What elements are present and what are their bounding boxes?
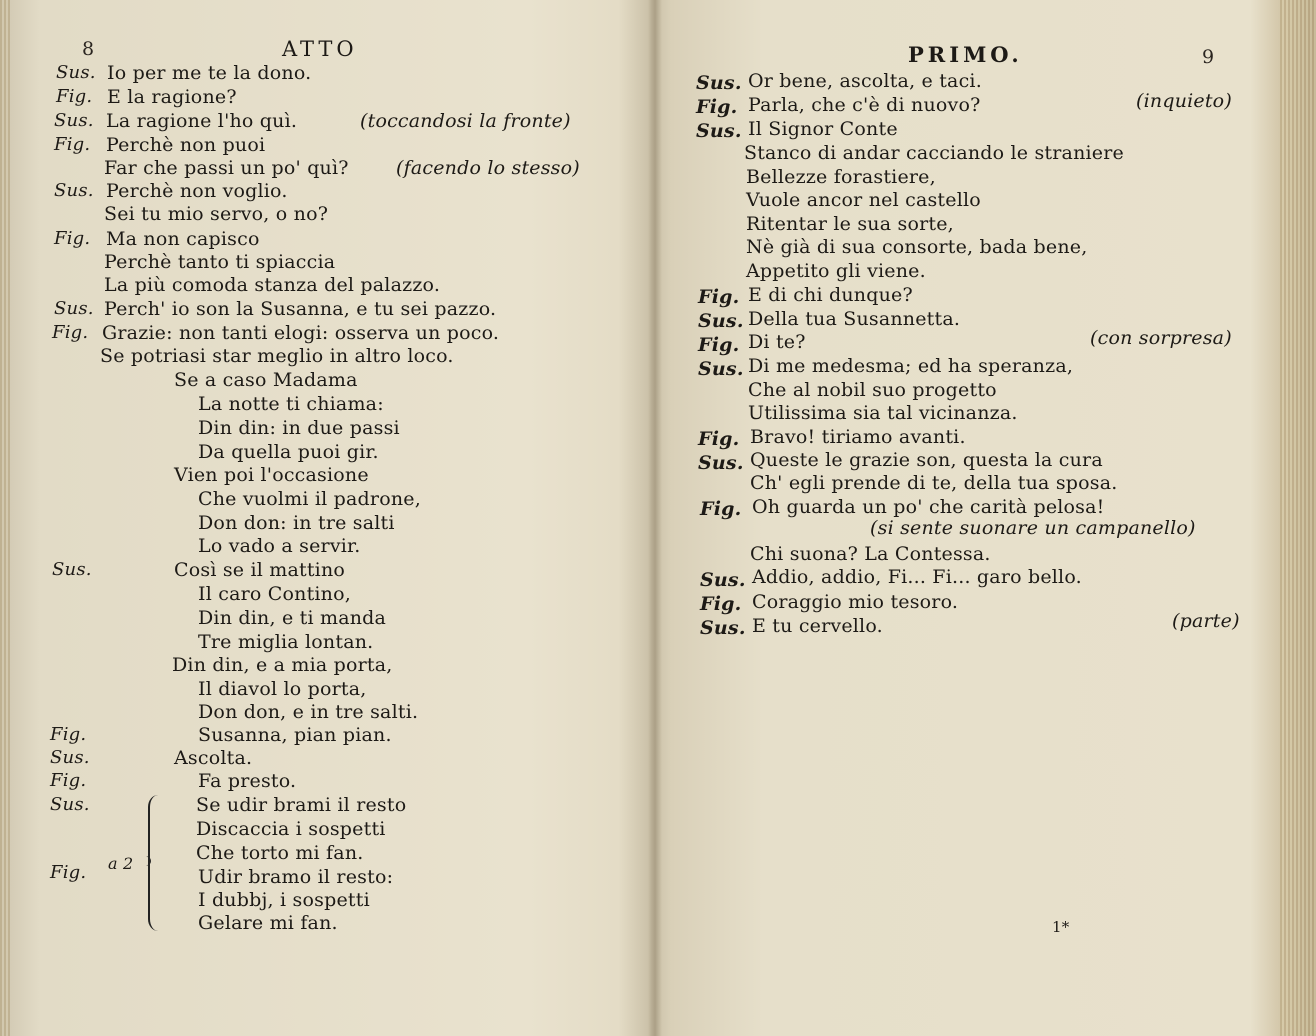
verse-line: Sei tu mio servo, o no? <box>104 203 329 225</box>
speaker: Sus. <box>696 72 742 94</box>
speaker: Fig. <box>54 134 91 155</box>
speaker: Sus. <box>698 358 744 380</box>
right-page-edges <box>1280 0 1316 1036</box>
verse-line: Grazie: non tanti elogi: osserva un poco. <box>102 322 500 344</box>
stage-direction: (inquieto) <box>1136 90 1232 112</box>
verse-line: Addio, addio, Fi... Fi... garo bello. <box>752 566 1082 588</box>
verse-line: Che vuolmi il padrone, <box>198 488 421 510</box>
speaker: Fig. <box>698 286 740 308</box>
verse-line: Perchè non puoi <box>106 134 266 156</box>
verse-line: La ragione l'ho quì. <box>106 110 298 132</box>
verse-line: Appetito gli viene. <box>746 260 926 282</box>
verse-line: Din din: in due passi <box>198 417 400 439</box>
speaker: Fig. <box>52 322 89 343</box>
verse-line: Udir bramo il resto: <box>198 866 394 888</box>
speaker: Fig. <box>54 228 91 249</box>
signature-mark: 1* <box>1052 918 1070 936</box>
verse-line: Fa presto. <box>198 770 297 792</box>
verse-line: Il diavol lo porta, <box>198 678 367 700</box>
verse-line: Se a caso Madama <box>174 369 358 391</box>
verse-line: La più comoda stanza del palazzo. <box>104 274 441 296</box>
verse-line: Stanco di andar cacciando le straniere <box>744 142 1124 164</box>
verse-line: Don don, e in tre salti. <box>198 701 419 723</box>
verse-line: Don don: in tre salti <box>198 512 395 534</box>
verse-line: Tre miglia lontan. <box>198 631 374 653</box>
speaker: Fig. <box>700 593 742 615</box>
verse-line: Se potriasi star meglio in altro loco. <box>100 345 454 367</box>
verse-line: Perch' io son la Susanna, e tu sei pazzo. <box>104 298 497 320</box>
verse-line: E di chi dunque? <box>748 284 913 306</box>
speaker: Fig. <box>50 770 87 791</box>
verse-line: Oh guarda un po' che carità pelosa! <box>752 496 1105 518</box>
speaker: Sus. <box>700 569 746 591</box>
verse-line: Della tua Susannetta. <box>748 308 961 330</box>
verse-line: Ch' egli prende di te, della tua sposa. <box>750 472 1118 494</box>
verse-line: Che al nobil suo progetto <box>748 379 997 401</box>
verse-line: Din din, e ti manda <box>198 607 387 629</box>
running-head: ATTO <box>282 37 358 61</box>
speaker: Sus. <box>700 617 746 639</box>
verse-line: Se udir brami il resto <box>196 794 407 816</box>
speaker: Sus. <box>56 62 96 83</box>
speaker: Fig. <box>700 498 742 520</box>
verse-line: Il Signor Conte <box>748 118 898 140</box>
verse-line: La notte ti chiama: <box>198 393 384 415</box>
speaker: Fig. <box>56 86 93 107</box>
speaker: Sus. <box>698 452 744 474</box>
speaker: Sus. <box>698 310 744 332</box>
duet-bracket-tip <box>140 856 151 866</box>
stage-direction: (con sorpresa) <box>1090 327 1232 349</box>
speaker: Sus. <box>696 120 742 142</box>
speaker: Fig. <box>698 334 740 356</box>
stage-direction: (parte) <box>1172 610 1240 632</box>
verse-line: Io per me te la dono. <box>107 62 312 84</box>
running-head: PRIMO. <box>908 42 1023 67</box>
verse-line: Or bene, ascolta, e taci. <box>748 70 982 92</box>
verse-line: Ritentar le sua sorte, <box>746 213 954 235</box>
speaker: Fig. <box>50 862 87 883</box>
stage-direction: (facendo lo stesso) <box>396 157 580 179</box>
speaker: Sus. <box>50 747 90 768</box>
verse-line: Di te? <box>748 331 806 353</box>
verse-line: Din din, e a mia porta, <box>172 654 393 676</box>
stage-direction: (si sente suonare un campanello) <box>870 517 1196 539</box>
verse-line: E la ragione? <box>107 86 237 108</box>
verse-line: Nè già di sua consorte, bada bene, <box>746 236 1088 258</box>
verse-line: Vuole ancor nel castello <box>746 189 981 211</box>
verse-line: Queste le grazie son, questa la cura <box>750 449 1103 471</box>
speaker: Fig. <box>50 724 87 745</box>
speaker: Sus. <box>54 110 94 131</box>
page-number: 9 <box>1202 46 1215 68</box>
verse-line: Perchè tanto ti spiaccia <box>104 251 336 273</box>
a2-label: a 2 <box>108 854 134 873</box>
verse-line: Coraggio mio tesoro. <box>752 591 959 613</box>
verse-line: Chi suona? La Contessa. <box>750 543 991 565</box>
verse-line: Susanna, pian pian. <box>198 724 392 746</box>
verse-line: Il caro Contino, <box>198 583 351 605</box>
verse-line: Ascolta. <box>174 747 253 769</box>
verse-line: Ma non capisco <box>106 228 260 250</box>
speaker: Fig. <box>698 428 740 450</box>
verse-line: Bravo! tiriamo avanti. <box>750 426 966 448</box>
verse-line: E tu cervello. <box>752 615 883 637</box>
verse-line: Bellezze forastiere, <box>746 166 936 188</box>
verse-line: Da quella puoi gir. <box>198 441 379 463</box>
verse-line: Utilissima sia tal vicinanza. <box>748 402 1018 424</box>
book-gutter <box>648 0 662 1036</box>
speaker: Sus. <box>54 180 94 201</box>
speaker: Sus. <box>54 298 94 319</box>
page-number: 8 <box>82 38 95 60</box>
left-page-edges <box>0 0 10 1036</box>
verse-line: Così se il mattino <box>174 559 346 581</box>
speaker: Sus. <box>52 559 92 580</box>
verse-line: I dubbj, i sospetti <box>198 889 370 911</box>
verse-line: Far che passi un po' quì? <box>104 157 349 179</box>
stage-direction: (toccandosi la fronte) <box>360 110 571 132</box>
speaker: Fig. <box>696 96 738 118</box>
verse-line: Che torto mi fan. <box>196 842 364 864</box>
verse-line: Di me medesma; ed ha speranza, <box>748 355 1074 377</box>
verse-line: Vien poi l'occasione <box>174 464 369 486</box>
verse-line: Discaccia i sospetti <box>196 818 386 840</box>
verse-line: Perchè non voglio. <box>106 180 288 202</box>
verse-line: Gelare mi fan. <box>198 912 338 934</box>
verse-line: Lo vado a servir. <box>198 535 361 557</box>
verse-line: Parla, che c'è di nuovo? <box>748 94 981 116</box>
speaker: Sus. <box>50 794 90 815</box>
